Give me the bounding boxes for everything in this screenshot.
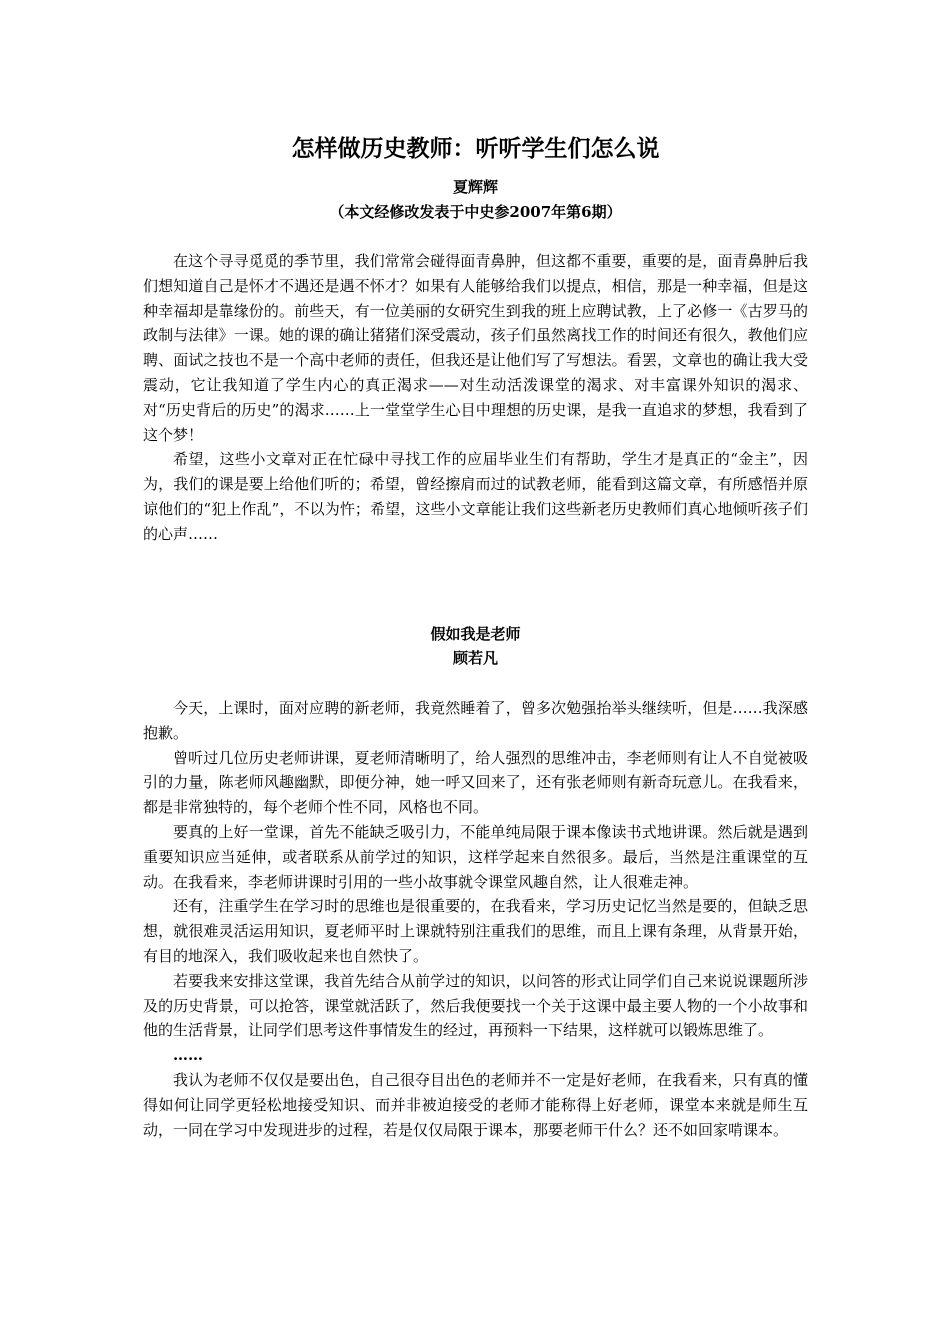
ellipsis-line: …… bbox=[173, 1046, 203, 1065]
essay-paragraph: 要真的上好一堂课，首先不能缺乏吸引力，不能单纯局限于课本像读书式地讲课。然后就是遇到重要知识应当延伸，或者联系从前学过的知识，这样学起来自然很多。最后，当然是注重课堂的互动。在我看来，李老师讲课时引用的一些小故事就令课堂风趣自然，让人很难走神。 bbox=[143, 822, 808, 891]
essay-title: 假如我是老师 bbox=[430, 625, 521, 643]
essay-section bbox=[143, 622, 808, 1139]
essay-paragraph: 曾听过几位历史老师讲课，夏老师清晰明了，给人强烈的思维冲击，李老师则有让人不自觉被吸引的力量，陈老师风趣幽默，即便分神，她一呼又回来了，还有张老师则有新奇玩意儿。在我看来，都是非常独特的，每个老师个性不同，风格也不同。 bbox=[143, 748, 808, 817]
essay-body bbox=[143, 696, 808, 1142]
intro-paragraph: 在这个寻寻觅觅的季节里，我们常常会碰得面青鼻肿，但这都不重要，重要的是，面青鼻肿后我们想知道自己是怀才不遇还是遇不怀才？如果有人能够给我们以提点，相信，那是一种幸福，但是这种幸福却是靠缘份的。前些天，有一位美丽的女研究生到我的班上应聘试教，上了必修一《古罗马的政制与法律》一课。她的课的确让猪猪们深受震动，孩子们虽然离找工作的时间还有很久，教他们应聘、面试之技也不是一个高中老师的责任，但我还是让他们写了写想法。看罢，文章也的确让我大受震动，它让我知道了学生内心的真正渴求——对生动活泼课堂的渴求、对丰富课外知识的渴求、对“历史背后的历史”的渴求……上一堂堂学生心目中理想的历史课，是我一直追求的梦想，我看到了这个梦！ bbox=[143, 252, 808, 444]
document-title: 怎样做历史教师：听听学生们怎么说 bbox=[291, 135, 660, 162]
essay-paragraph: 若要我来安排这堂课，我首先结合从前学过的知识，以问答的形式让同学们自己来说说课题所涉及的历史背景，可以抢答，课堂就活跃了，然后我便要找一个关于这课中最主要人物的一个小故事和他的生活背景，让同学们思考这件事情发生的经过，再预料一下结果，这样就可以锻炼思维了。 bbox=[143, 971, 808, 1040]
essay-author: 顾若凡 bbox=[452, 649, 498, 667]
intro-section bbox=[143, 249, 808, 547]
essay-paragraph: 还有，注重学生在学习时的思维也是很重要的，在我看来，学习历史记忆当然是要的，但缺乏思想，就很难灵活运用知识，夏老师平时上课就特别注重我们的思维，而且上课有条理，从背景开始，有目的地深入，我们吸收起来也自然快了。 bbox=[143, 897, 808, 965]
intro-paragraph: 希望，这些小文章对正在忙碌中寻找工作的应届毕业生们有帮助，学生才是真正的“金主”，因为，我们的课是要上给他们听的；希望，曾经擦肩而过的试教老师，能看到这篇文章，有所感悟并原谅他们的“犯上作乱”，不以为忤；希望，这些小文章能让我们这些新老历史教师们真心地倾听孩子们的心声…… bbox=[143, 450, 808, 543]
publication-note: （本文经修改发表于中史参2007年第6期） bbox=[329, 203, 622, 221]
essay-paragraph: 今天，上课时，面对应聘的新老师，我竟然睡着了，曾多次勉强抬举头继续听，但是……我深感抱歉。 bbox=[143, 699, 808, 742]
document-author: 夏辉辉 bbox=[452, 178, 498, 196]
essay-closing-paragraph: 我认为老师不仅仅是要出色，自己很夺目出色的老师并不一定是好老师，在我看来，只有真的懂得如何让同学更轻松地接受知识、而并非被迫接受的老师才能称得上好老师，课堂本来就是师生互动，一同在学习中发现进步的过程，若是仅仅局限于课本，那要老师干什么？还不如回家啃课本。 bbox=[143, 1070, 808, 1139]
